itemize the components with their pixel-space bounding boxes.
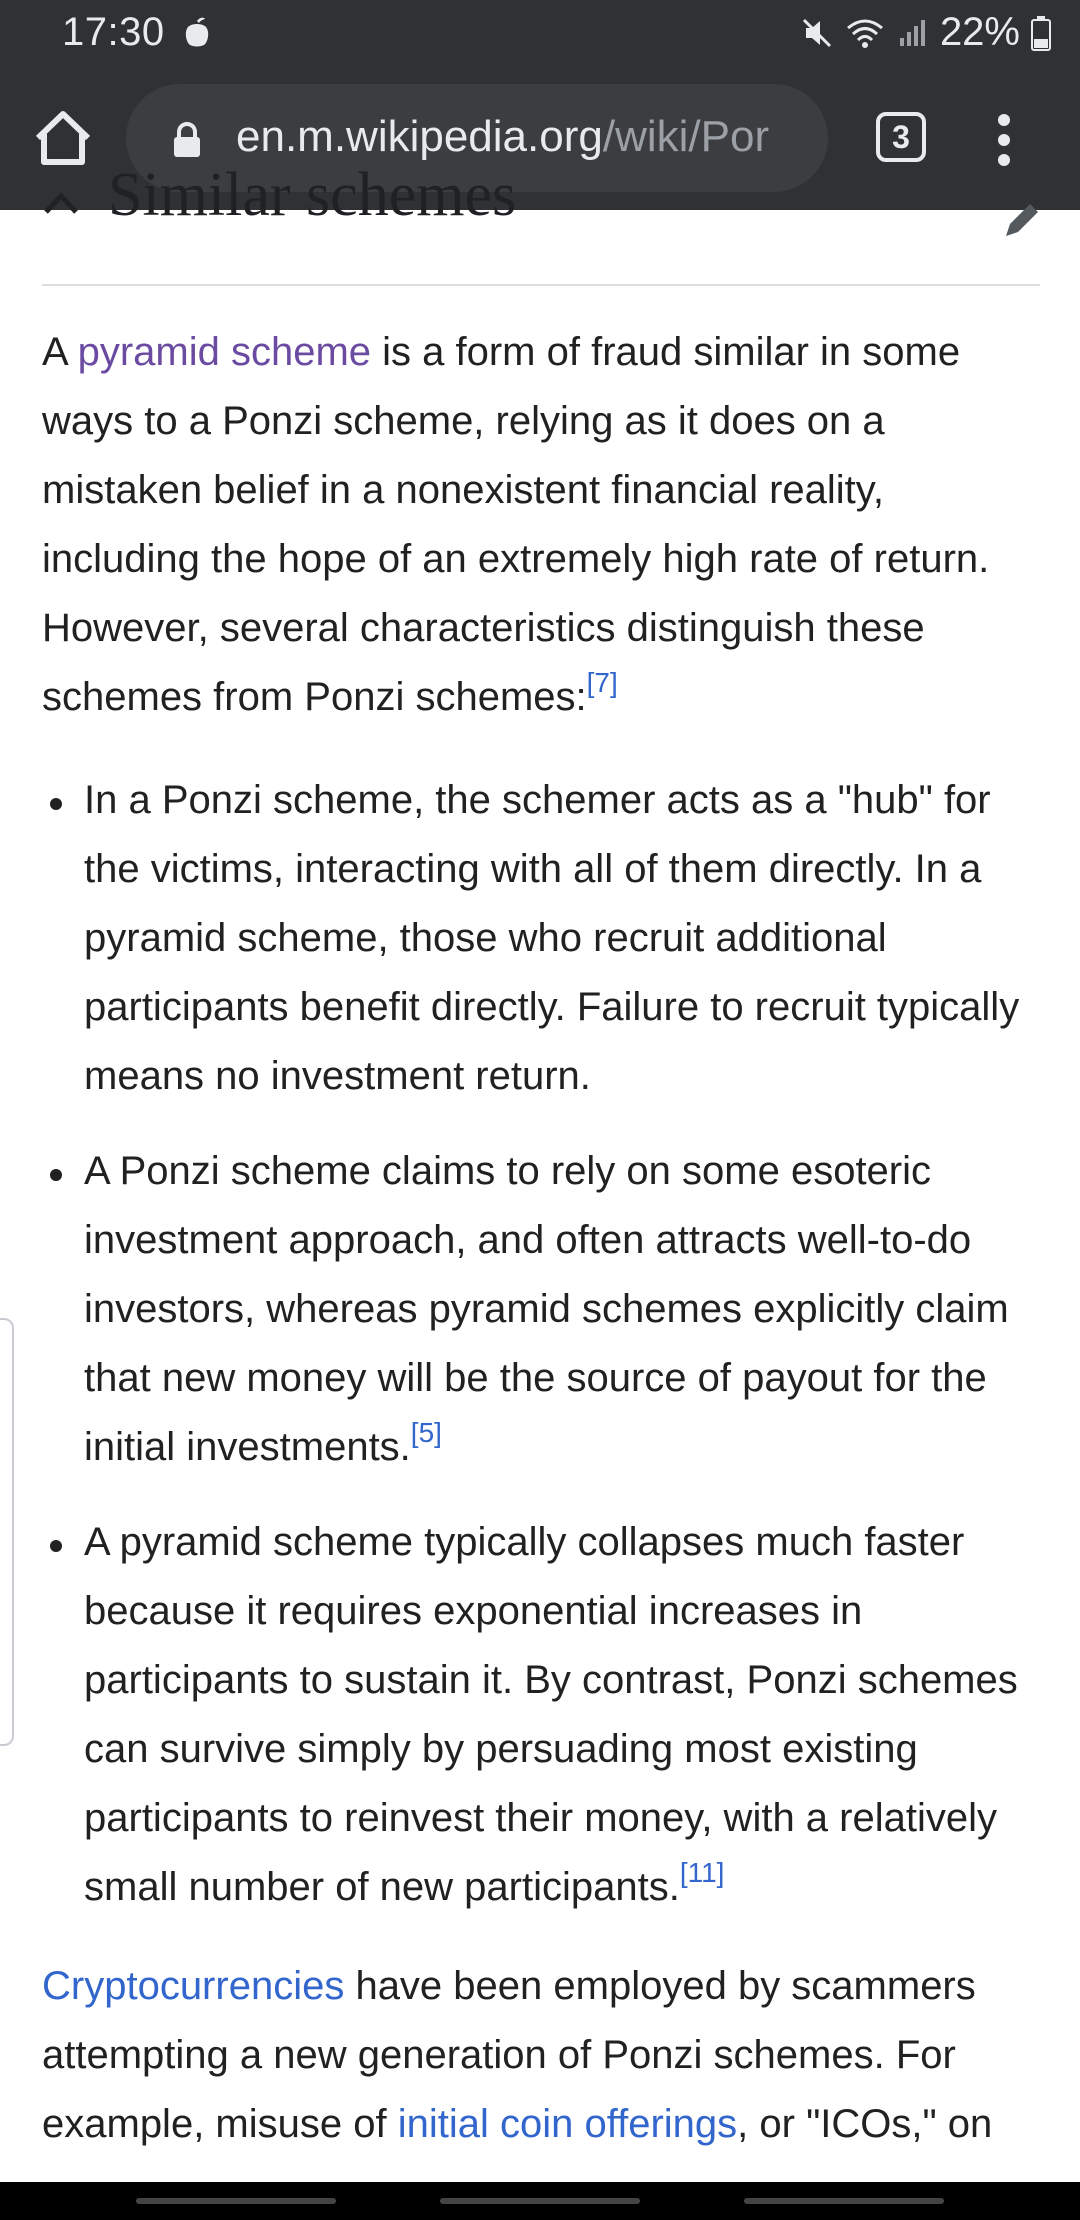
cryptocurrencies-link[interactable]: Cryptocurrencies [42, 1964, 345, 2008]
edit-pencil-icon[interactable] [1002, 200, 1042, 240]
list-item [42, 1508, 1042, 1922]
tab-count: 3 [892, 119, 910, 155]
list-item-text: A Ponzi scheme claims to rely on some esoteric investment approach, and often attracts well-to-do investors, whereas pyramid schemes explicitly claim that new money will be the source of payout for the initial investments. [84, 1149, 1009, 1469]
differences-list [42, 766, 1042, 1922]
battery-icon [1030, 15, 1052, 51]
more-options-icon[interactable] [996, 110, 1012, 170]
status-bar [0, 0, 1080, 66]
url-text [236, 112, 769, 162]
nav-back-gesture[interactable] [136, 2198, 336, 2204]
url-host: en.m.wikipedia.org [236, 112, 603, 161]
section-divider [42, 284, 1040, 286]
section-heading[interactable] [42, 161, 1042, 240]
crypto-paragraph [42, 1952, 1042, 2159]
wifi-icon [844, 16, 886, 50]
section-title: Similar schemes [108, 161, 517, 229]
battery-percent: 22% [939, 10, 1020, 54]
initial-coin-offerings-link[interactable]: initial coin offerings [397, 2102, 738, 2146]
home-icon[interactable] [32, 108, 94, 168]
intro-prefix: A [42, 330, 78, 374]
system-nav-bar [0, 2182, 1080, 2220]
pyramid-scheme-link[interactable]: pyramid scheme [77, 330, 372, 374]
citation-5[interactable] [411, 1417, 442, 1448]
citation-5-link[interactable]: [5] [410, 1416, 442, 1448]
intro-paragraph [42, 318, 1042, 732]
list-item [42, 1137, 1042, 1482]
app-notification-icon [180, 15, 214, 49]
citation-7[interactable] [587, 667, 618, 698]
nav-home-gesture[interactable] [440, 2198, 640, 2204]
crypto-text-2: , or "ICOs," on [737, 2102, 993, 2146]
chevron-up-icon[interactable] [42, 188, 80, 218]
list-item [42, 766, 1042, 1111]
edge-panel-handle[interactable] [0, 1318, 14, 1746]
signal-icon [896, 16, 930, 50]
tab-switcher-button[interactable] [876, 112, 926, 162]
url-path: /wiki/Por [602, 112, 770, 161]
mute-icon [800, 16, 834, 50]
status-time: 17:30 [62, 10, 165, 54]
lock-icon [172, 122, 202, 158]
list-item-text: A pyramid scheme typically collapses much faster because it requires exponential increases in participants to sustain it. By contrast, Ponzi schemes can survive simply by persuading most existing participants to reinvest their money, with a relatively small number of new participants. [84, 1520, 1018, 1909]
crypto-text-1: have been employed by scammers attempting a new generation of Ponzi schemes. For example, misuse of [42, 1964, 976, 2146]
citation-11[interactable] [680, 1857, 725, 1888]
citation-11-link[interactable]: [11] [679, 1856, 725, 1888]
citation-7-link[interactable]: [7] [586, 666, 618, 698]
intro-text: is a form of fraud similar in some ways to a Ponzi scheme, relying as it does on a mistaken belief in a nonexistent financial reality, including the hope of an extremely high rate of return. However, several characteristics distinguish these schemes from Ponzi schemes: [42, 330, 990, 719]
list-item-text: In a Ponzi scheme, the schemer acts as a "hub" for the victims, interacting with all of them directly. In a pyramid scheme, those who recruit additional participants benefit directly. Failure to recruit typically means no investment return. [84, 778, 1020, 1098]
nav-recents-gesture[interactable] [744, 2198, 944, 2204]
